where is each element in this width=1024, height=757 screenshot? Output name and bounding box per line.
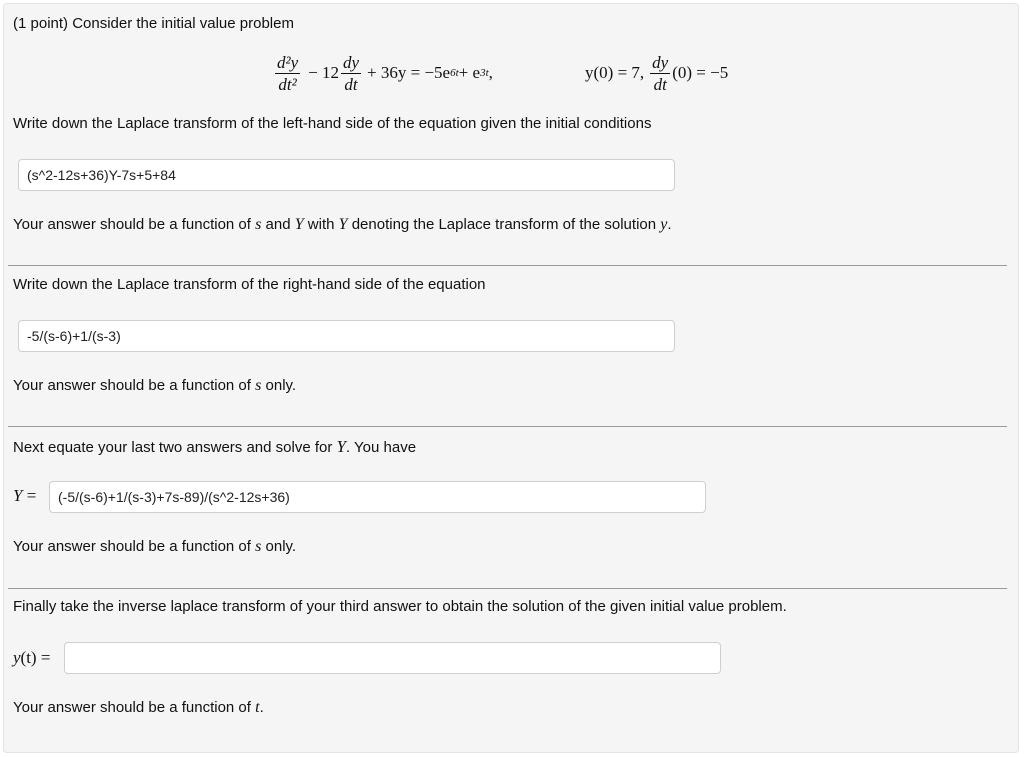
- part4-hint-text-a: Your answer should be a function of: [13, 699, 256, 716]
- ic-dt: dt: [653, 74, 667, 94]
- eq-dt: dt: [344, 74, 358, 94]
- part3-prompt-text-b: . You have: [345, 439, 417, 456]
- rhs-laplace-input[interactable]: [18, 320, 675, 352]
- eq-dy: dy: [343, 52, 360, 72]
- differential-equation: [273, 44, 493, 102]
- part1-hint-text-c: with: [303, 216, 339, 233]
- t-argument-label: (t): [20, 648, 37, 667]
- eq-exp6t: 6t: [450, 67, 459, 79]
- part1-hint-y: y: [660, 216, 668, 233]
- part4-hint-text-b: .: [259, 699, 264, 716]
- part1-hint-Y2: Y: [338, 216, 348, 233]
- eq-plus-e: + e: [458, 63, 481, 82]
- Y-label: Y: [13, 486, 23, 505]
- part3-prompt: [13, 437, 416, 457]
- eq-minus12: − 12: [308, 63, 339, 82]
- part3-hint-text-a: Your answer should be a function of: [13, 538, 256, 555]
- part3-prompt-text-a: Next equate your last two answers and solve for: [13, 439, 337, 456]
- divider-1: [8, 265, 1007, 266]
- part1-prompt: Write down the Laplace transform of the left-hand side of the equation given the initial conditions: [13, 115, 652, 132]
- part1-hint: [13, 216, 672, 234]
- part4-prompt: Finally take the inverse laplace transform of your third answer to obtain the solution of the given initial value problem.: [13, 598, 787, 615]
- eq-dt2: dt²: [278, 74, 297, 94]
- part1-hint-text-d: denoting the Laplace transform of the solution: [347, 216, 661, 233]
- inverse-laplace-input[interactable]: [64, 642, 721, 674]
- initial-conditions: [585, 44, 728, 102]
- part1-hint-text-a: Your answer should be a function of: [13, 216, 256, 233]
- part2-prompt: Write down the Laplace transform of the right-hand side of the equation: [13, 276, 486, 293]
- ic-y0: y(0) = 7,: [585, 63, 645, 82]
- eq-comma: ,: [488, 63, 493, 82]
- problem-header: (1 point) Consider the initial value problem: [13, 15, 294, 32]
- Y-solution-input[interactable]: [49, 481, 706, 513]
- part2-hint-text-a: Your answer should be a function of: [13, 377, 256, 394]
- part3-hint-text-b: only.: [261, 538, 297, 555]
- first-derivative-fraction: [341, 54, 361, 93]
- eq-exp3t: 3t: [480, 67, 489, 79]
- part3-hint-s: s: [255, 538, 262, 555]
- ic-dy: dy: [652, 52, 669, 72]
- Y-equals-sign: =: [22, 486, 37, 505]
- part1-hint-text-b: and: [261, 216, 295, 233]
- part3-hint: [13, 538, 296, 556]
- y-equals-sign: =: [36, 648, 51, 667]
- part1-hint-s: s: [255, 216, 262, 233]
- part2-hint-text-b: only.: [261, 377, 297, 394]
- part4-hint-t: t: [255, 699, 260, 716]
- y-of-t-label: [13, 648, 50, 668]
- eq-plus36y: + 36y = −5e: [367, 63, 451, 82]
- part1-hint-text-e: .: [667, 216, 672, 233]
- divider-2: [8, 426, 1007, 427]
- second-derivative-fraction: [275, 54, 300, 93]
- part4-hint: [13, 699, 264, 717]
- ic-derivative-fraction: [650, 54, 670, 93]
- part3-prompt-Y: Y: [336, 437, 346, 456]
- ic-dy0: (0) = −5: [672, 63, 729, 82]
- part2-hint: [13, 377, 296, 395]
- eq-d2y: d²y: [277, 52, 299, 72]
- part2-hint-s: s: [255, 377, 262, 394]
- y-label: y: [13, 648, 21, 667]
- lhs-laplace-input[interactable]: [18, 159, 675, 191]
- Y-equals-label: [13, 486, 36, 506]
- divider-3: [8, 588, 1007, 589]
- part1-hint-Y: Y: [294, 216, 304, 233]
